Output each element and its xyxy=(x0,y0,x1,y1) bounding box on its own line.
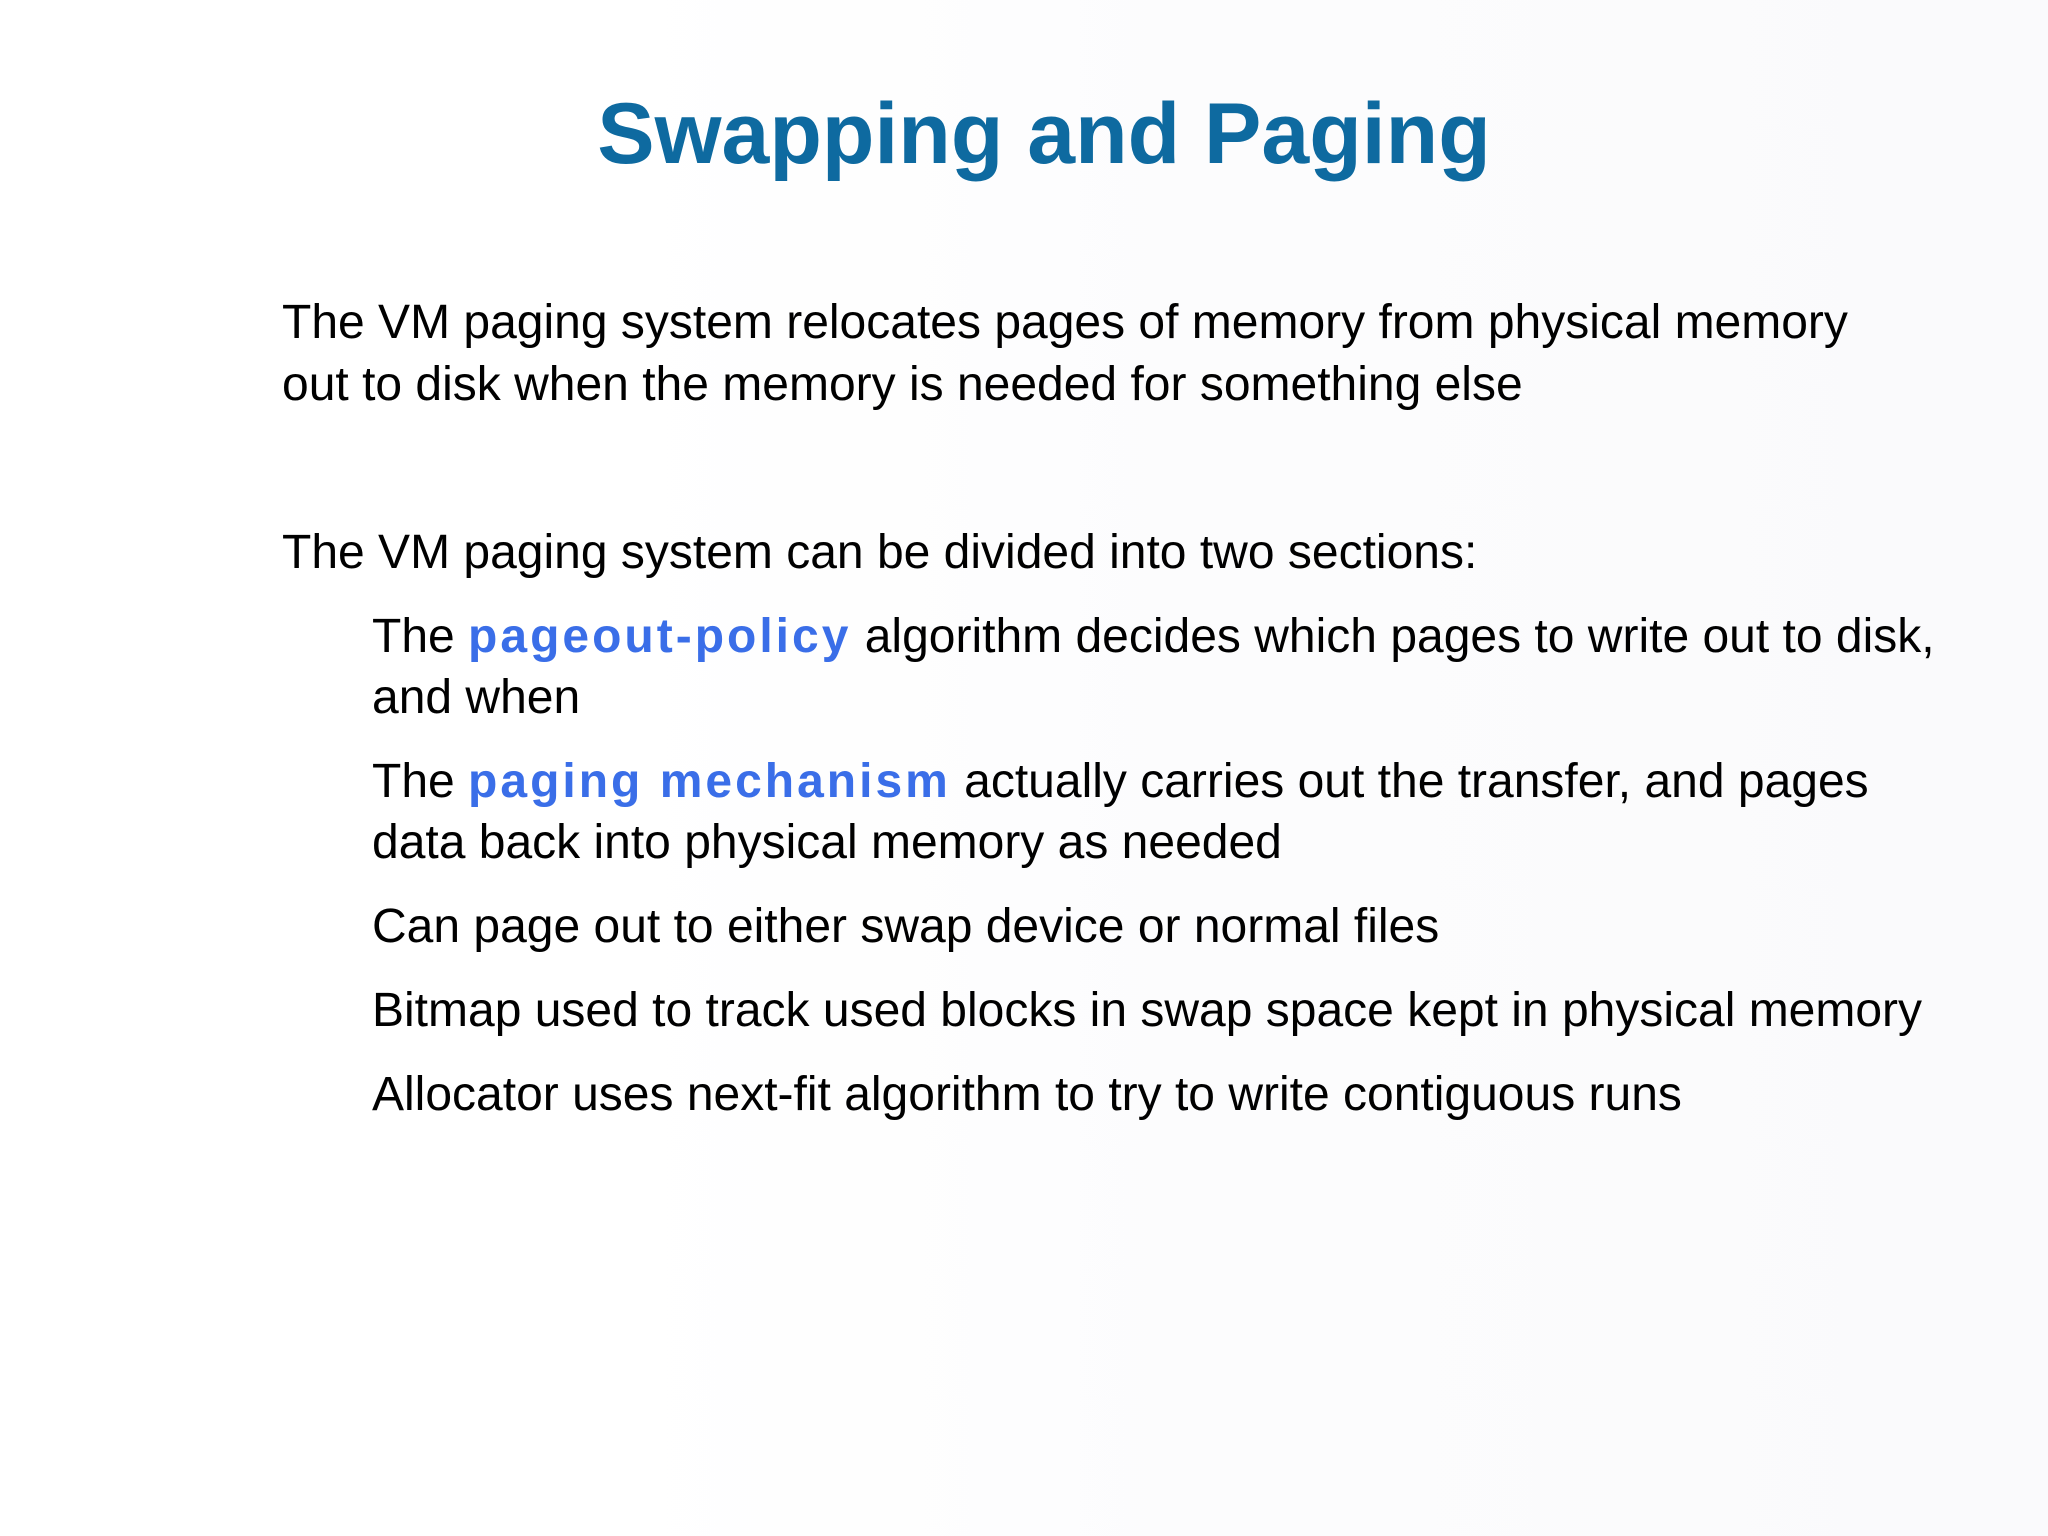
term-paging-mechanism: paging mechanism xyxy=(468,755,951,808)
bullet-prefix: The xyxy=(372,755,469,808)
bullet-swap-device: Can page out to either swap device or normal files xyxy=(372,900,1440,953)
intro-paragraph: The VM paging system relocates pages of memory from physical memory out to disk when the memory is needed for something else xyxy=(282,296,1848,411)
bullet-suffix: algorithm decides which pages to write out to disk, and when xyxy=(372,610,1935,724)
bullet-pageout-policy xyxy=(372,606,1972,728)
sections-heading: The VM paging system can be divided into two sections: xyxy=(282,526,1478,579)
bullet-prefix: The xyxy=(372,610,469,663)
bullet-paging-mechanism xyxy=(372,751,1972,873)
bullet-allocator: Allocator uses next-fit algorithm to try to write contiguous runs xyxy=(372,1068,1682,1121)
bullet-bitmap: Bitmap used to track used blocks in swap space kept in physical memory xyxy=(372,984,1923,1037)
slide-title: Swapping and Paging xyxy=(597,86,1491,182)
bullet-list xyxy=(372,606,1972,1148)
term-pageout-policy: pageout-policy xyxy=(468,610,852,663)
bullet-suffix: actually carries out the transfer, and pages data back into physical memory as needed xyxy=(372,755,1869,869)
